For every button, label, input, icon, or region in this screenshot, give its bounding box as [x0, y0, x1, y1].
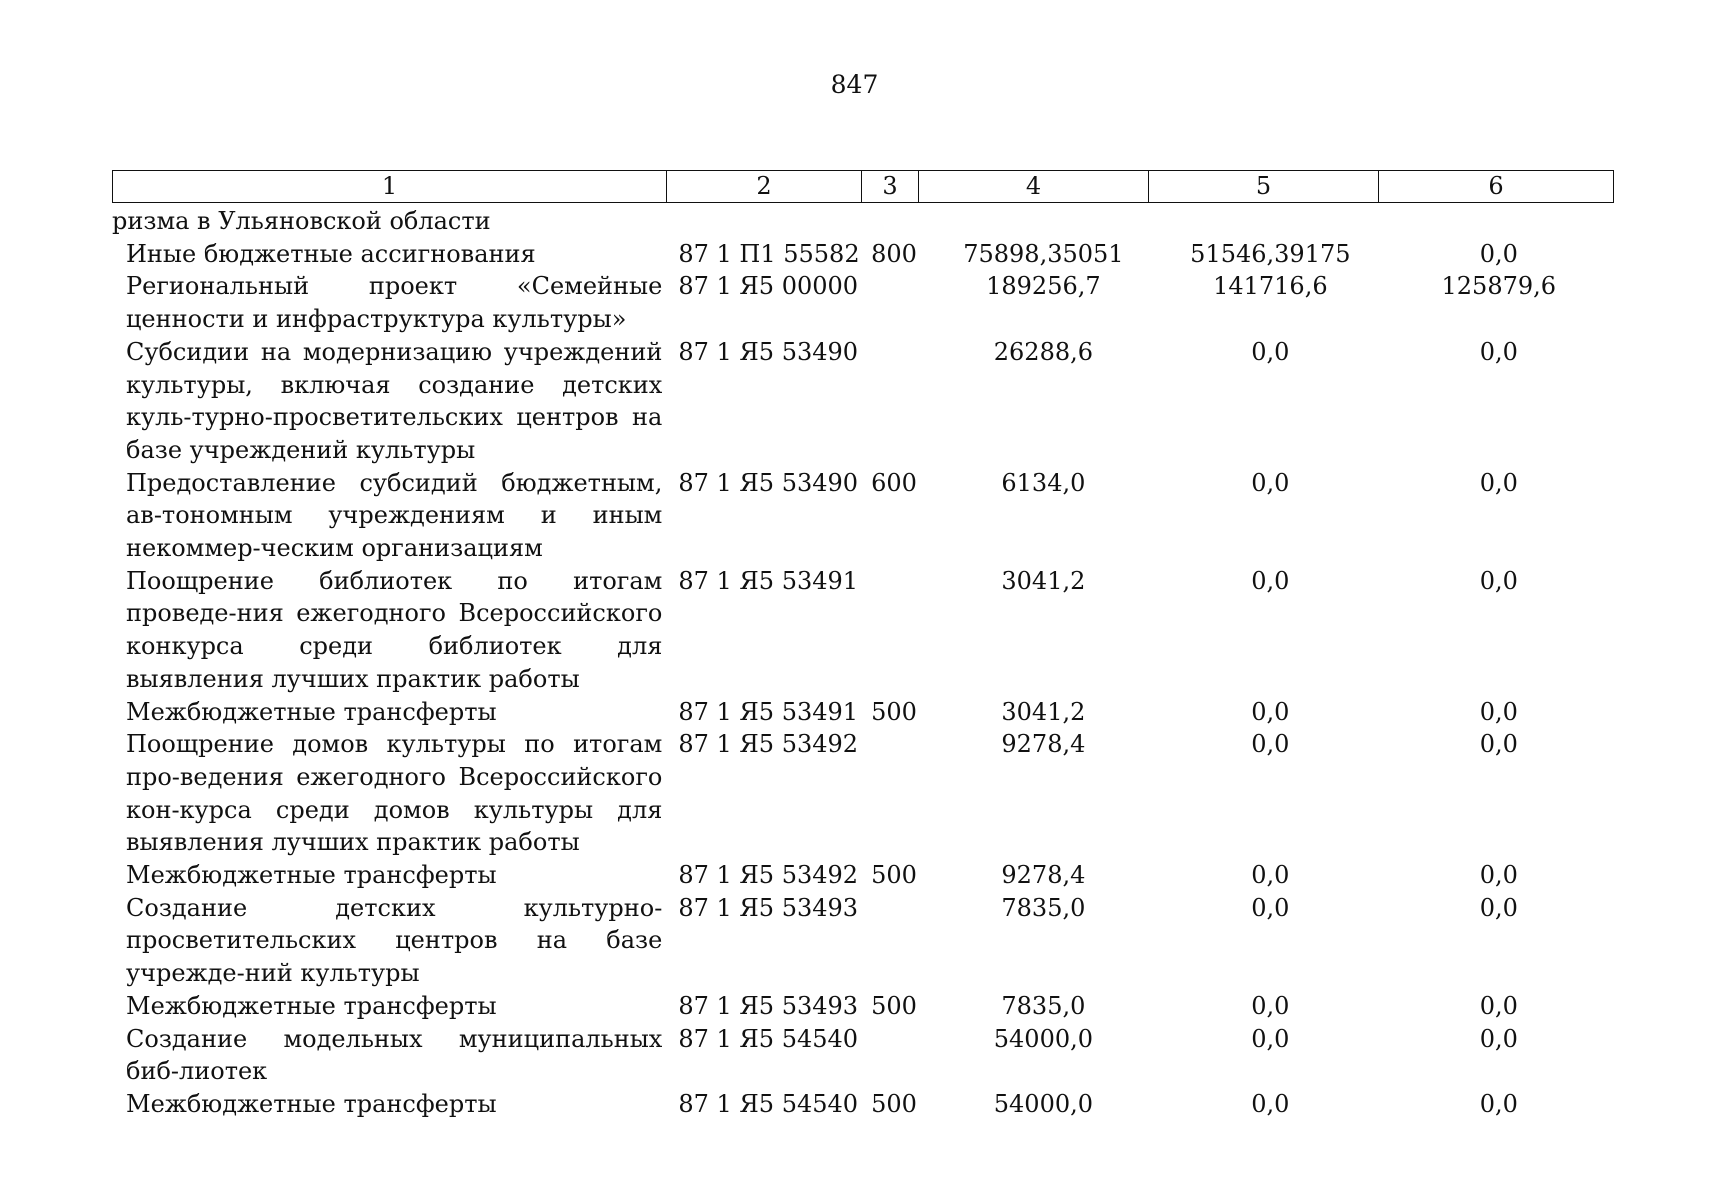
- row-value-6: 0,0: [1479, 730, 1518, 759]
- row-name: Межбюджетные трансферты: [126, 861, 497, 890]
- row-code: 87 1 Я5 53491: [678, 697, 859, 726]
- row-value-4: 75898,35051: [963, 239, 1124, 268]
- row-value-5: 0,0: [1251, 337, 1290, 366]
- row-name: Межбюджетные трансферты: [126, 697, 497, 726]
- table-row: [112, 892, 1613, 990]
- row-name: Предоставление субсидий бюджетным, ав-тономным учреждениям и иным некоммер-ческим организациям: [126, 468, 663, 563]
- table-row: [112, 565, 1613, 696]
- page-number: 847: [830, 70, 879, 99]
- table-row: [112, 728, 1613, 859]
- row-value-6: 0,0: [1479, 468, 1518, 497]
- row-value-6: 0,0: [1479, 697, 1518, 726]
- table-row: [112, 990, 1613, 1023]
- row-code: 87 1 Я5 53490: [678, 468, 859, 497]
- column-header-table: [112, 170, 1614, 203]
- row-value-6: 0,0: [1479, 861, 1518, 890]
- row-value-4: 9278,4: [1001, 730, 1086, 759]
- row-value-5: 51546,39175: [1190, 239, 1351, 268]
- row-expense-type: 600: [871, 468, 917, 497]
- row-value-6: 0,0: [1479, 566, 1518, 595]
- row-value-4: 3041,2: [1001, 697, 1086, 726]
- table-row: [112, 205, 1613, 238]
- row-value-6: 0,0: [1479, 337, 1518, 366]
- row-value-4: 54000,0: [993, 1089, 1094, 1118]
- row-code: 87 1 Я5 53490: [678, 337, 859, 366]
- row-value-4: 7835,0: [1001, 991, 1086, 1020]
- row-value-6: 0,0: [1479, 893, 1518, 922]
- row-code: 87 1 Я5 00000: [678, 272, 859, 301]
- table-row: [112, 467, 1613, 565]
- row-value-5: 0,0: [1251, 697, 1290, 726]
- row-name: Создание модельных муниципальных биб-лиотек: [126, 1024, 663, 1086]
- row-code: 87 1 Я5 54540: [678, 1024, 859, 1053]
- table-row: [112, 859, 1613, 892]
- table-row: [112, 336, 1613, 467]
- row-value-4: 7835,0: [1001, 893, 1086, 922]
- row-value-4: 189256,7: [986, 272, 1101, 301]
- table-row: [112, 1088, 1613, 1121]
- column-header-5: 5: [1149, 171, 1379, 203]
- row-value-4: 3041,2: [1001, 566, 1086, 595]
- row-expense-type: 800: [871, 239, 917, 268]
- row-value-6: 0,0: [1479, 239, 1518, 268]
- row-value-6: 0,0: [1479, 1089, 1518, 1118]
- row-name: Иные бюджетные ассигнования: [126, 239, 536, 268]
- row-value-4: 9278,4: [1001, 861, 1086, 890]
- row-value-6: 0,0: [1479, 991, 1518, 1020]
- column-header-6: 6: [1379, 171, 1614, 203]
- row-name: Поощрение домов культуры по итогам про-ведения ежегодного Всероссийского кон-курса среди домов культуры для выявления лучших практик работы: [126, 730, 663, 857]
- table-row: [112, 1023, 1613, 1088]
- row-code: 87 1 Я5 53492: [678, 730, 859, 759]
- column-header-1: 1: [113, 171, 667, 203]
- row-expense-type: 500: [871, 1089, 917, 1118]
- row-name: Субсидии на модернизацию учреждений культуры, включая создание детских куль-турно-просветительских центров на базе учреждений культуры: [126, 337, 663, 464]
- row-code: 87 1 П1 55582: [678, 239, 860, 268]
- row-value-5: 0,0: [1251, 468, 1290, 497]
- row-name: Региональный проект «Семейные ценности и инфраструктура культуры»: [126, 272, 663, 334]
- column-header-2: 2: [667, 171, 862, 203]
- row-value-5: 0,0: [1251, 1024, 1290, 1053]
- row-value-5: 0,0: [1251, 861, 1290, 890]
- row-value-4: 26288,6: [993, 337, 1094, 366]
- column-header-4: 4: [919, 171, 1149, 203]
- row-value-6: 0,0: [1479, 1024, 1518, 1053]
- row-name: Межбюджетные трансферты: [126, 991, 497, 1020]
- row-value-5: 0,0: [1251, 1089, 1290, 1118]
- row-expense-type: 500: [871, 991, 917, 1020]
- row-name: ризма в Ульяновской области: [112, 207, 491, 235]
- row-value-4: 6134,0: [1001, 468, 1086, 497]
- row-code: 87 1 Я5 53493: [678, 991, 859, 1020]
- budget-table-body: [112, 205, 1613, 1121]
- row-value-4: 54000,0: [993, 1024, 1094, 1053]
- row-code: 87 1 Я5 53491: [678, 566, 859, 595]
- row-expense-type: 500: [871, 697, 917, 726]
- row-name: Создание детских культурно-просветительских центров на базе учрежде-ний культуры: [126, 893, 663, 988]
- table-row: [112, 270, 1613, 335]
- column-header-row: [113, 171, 1614, 203]
- row-name: Межбюджетные трансферты: [126, 1089, 497, 1118]
- row-value-5: 0,0: [1251, 893, 1290, 922]
- row-expense-type: 500: [871, 861, 917, 890]
- row-value-6: 125879,6: [1441, 272, 1557, 301]
- table-row: [112, 238, 1613, 271]
- row-name: Поощрение библиотек по итогам проведе-ния ежегодного Всероссийского конкурса среди библиотек для выявления лучших практик работы: [126, 566, 663, 693]
- row-value-5: 141716,6: [1213, 272, 1328, 301]
- row-code: 87 1 Я5 54540: [678, 1089, 859, 1118]
- row-code: 87 1 Я5 53492: [678, 861, 859, 890]
- column-header-3: 3: [862, 171, 919, 203]
- row-value-5: 0,0: [1251, 991, 1290, 1020]
- row-value-5: 0,0: [1251, 566, 1290, 595]
- table-row: [112, 696, 1613, 729]
- row-code: 87 1 Я5 53493: [678, 893, 859, 922]
- row-value-5: 0,0: [1251, 730, 1290, 759]
